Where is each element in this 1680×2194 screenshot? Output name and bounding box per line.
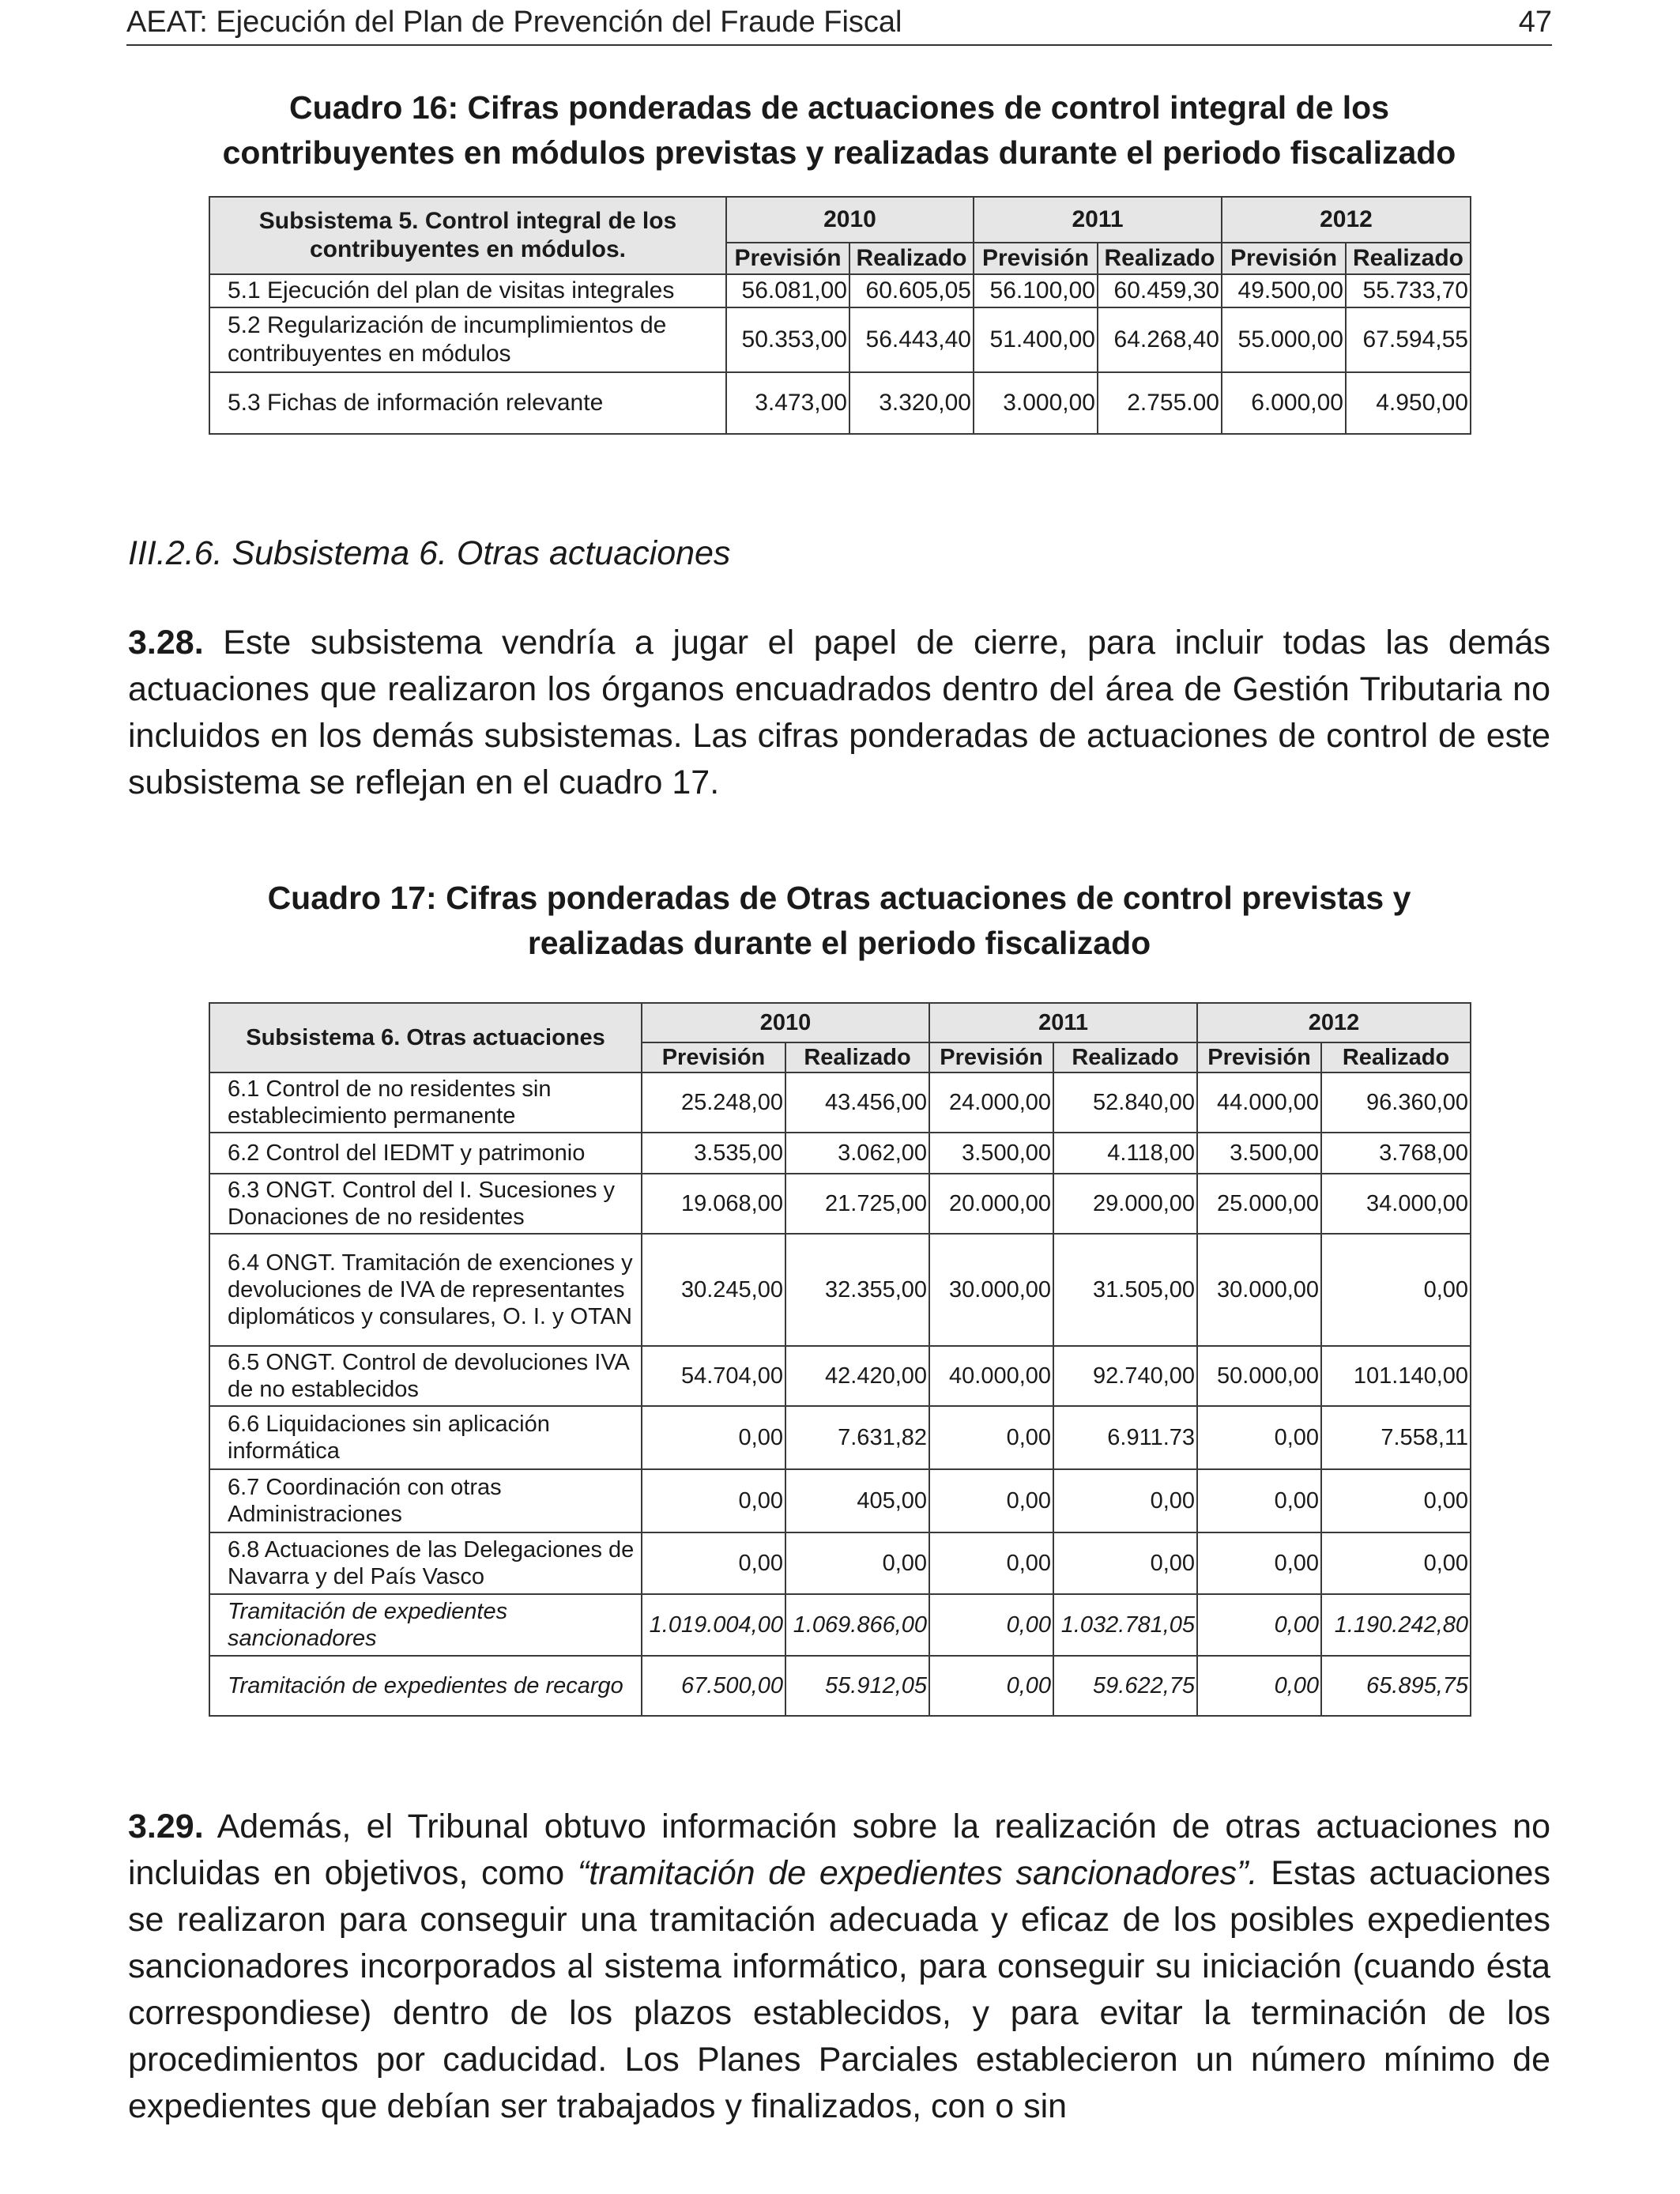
row-label: 6.2 Control del IEDMT y patrimonio <box>209 1133 642 1174</box>
cell-value: 25.000,00 <box>1197 1174 1321 1234</box>
cell-value: 50.000,00 <box>1197 1346 1321 1406</box>
cell-value: 3.768,00 <box>1321 1133 1471 1174</box>
cell-value: 44.000,00 <box>1197 1072 1321 1133</box>
cell-value: 7.558,11 <box>1321 1406 1471 1469</box>
cell-value: 0,00 <box>1197 1594 1321 1656</box>
cell-value: 25.248,00 <box>642 1072 785 1133</box>
table-row <box>209 1532 1471 1594</box>
cell-value: 1.190.242,80 <box>1321 1594 1471 1656</box>
paragraph-text: Estas actuaciones se realizaron para conseguir una tramitación adecuada y eficaz de los posibles expedientes sancionadores incorporados al sistema informático, para conseguir su iniciación (cuando ésta correspondiese) dentro de los plazos establecidos, y para evitar la terminación de los procedimientos por caducidad. Los Planes Parciales establecieron un número mínimo de expedientes que debían ser trabajados y finalizados, con o sin <box>128 1854 1550 2125</box>
cell-value: 32.355,00 <box>785 1234 929 1346</box>
table-row <box>209 1469 1471 1532</box>
table-row <box>209 1072 1471 1133</box>
cell-value: 3.535,00 <box>642 1133 785 1174</box>
cell-value: 7.631,82 <box>785 1406 929 1469</box>
cell-value: 3.000,00 <box>974 372 1098 434</box>
paragraph-number: 3.28. <box>128 624 204 662</box>
cell-value: 0,00 <box>1197 1406 1321 1469</box>
cell-value: 67.500,00 <box>642 1656 785 1716</box>
table-row <box>209 1234 1471 1346</box>
row-label: 6.3 ONGT. Control del I. Sucesiones y Donaciones de no residentes <box>209 1174 642 1234</box>
cell-value: 96.360,00 <box>1321 1072 1471 1133</box>
cell-value: 24.000,00 <box>929 1072 1053 1133</box>
cell-value: 0,00 <box>1197 1469 1321 1532</box>
cuadro17-subheader: Previsión <box>929 1042 1053 1072</box>
cuadro17-caption <box>126 876 1552 966</box>
cell-value: 30.000,00 <box>1197 1234 1321 1346</box>
cell-value: 49.500,00 <box>1222 274 1346 307</box>
cell-value: 40.000,00 <box>929 1346 1053 1406</box>
cell-value: 0,00 <box>1321 1469 1471 1532</box>
cell-value: 34.000,00 <box>1321 1174 1471 1234</box>
cuadro17-corner-header: Subsistema 6. Otras actuaciones <box>209 1003 642 1072</box>
cell-value: 405,00 <box>785 1469 929 1532</box>
cell-value: 3.500,00 <box>929 1133 1053 1174</box>
table-row <box>209 1406 1471 1469</box>
row-label: 6.1 Control de no residentes sin establecimiento permanente <box>209 1072 642 1133</box>
row-label: 5.3 Fichas de información relevante <box>209 372 726 434</box>
cell-value: 0,00 <box>929 1594 1053 1656</box>
row-label: 6.8 Actuaciones de las Delegaciones de Navarra y del País Vasco <box>209 1532 642 1594</box>
row-label: Tramitación de expedientes sancionadores <box>209 1594 642 1656</box>
paragraph-text: Además, el Tribunal obtuvo información sobre la realización de otras actuaciones no incluidas en objetivos, como <box>128 1808 1550 1892</box>
paragraph-text: Este subsistema vendría a jugar el papel de cierre, para incluir todas las demás actuaciones que realizaron los órganos encuadrados dentro del área de Gestión Tributaria no incluidos en los demás subsistemas. Las cifras ponderadas de actuaciones de control de este subsistema se reflejan en el cuadro 17. <box>128 624 1550 801</box>
cuadro17-subheader: Previsión <box>1197 1042 1321 1072</box>
cell-value: 56.081,00 <box>726 274 849 307</box>
cuadro16-subheader: Previsión <box>974 243 1098 274</box>
cuadro17-year-header: 2012 <box>1197 1003 1471 1042</box>
cuadro17-subheader: Realizado <box>1321 1042 1471 1072</box>
row-label: 5.1 Ejecución del plan de visitas integrales <box>209 274 726 307</box>
cell-value: 0,00 <box>1321 1234 1471 1346</box>
page-number: 47 <box>1518 5 1552 39</box>
cuadro16-subheader: Realizado <box>1098 243 1222 274</box>
cuadro17-caption-line1: Cuadro 17: Cifras ponderadas de Otras actuaciones de control previstas y <box>267 880 1411 916</box>
cell-value: 0,00 <box>1197 1656 1321 1716</box>
cuadro17-table <box>209 1002 1471 1717</box>
cell-value: 54.704,00 <box>642 1346 785 1406</box>
cuadro16-year-header: 2010 <box>726 197 974 243</box>
paragraph-3-29 <box>128 1804 1550 2130</box>
row-label: 5.2 Regularización de incumplimientos de contribuyentes en módulos <box>209 307 726 372</box>
cuadro16-caption-line1: Cuadro 16: Cifras ponderadas de actuaciones de control integral de los <box>288 89 1390 126</box>
row-label: 6.5 ONGT. Control de devoluciones IVA de no establecidos <box>209 1346 642 1406</box>
cuadro16-year-header: 2011 <box>974 197 1222 243</box>
cuadro16-subheader: Previsión <box>1222 243 1346 274</box>
cell-value: 1.069.866,00 <box>785 1594 929 1656</box>
cell-value: 0,00 <box>1053 1532 1197 1594</box>
cell-value: 29.000,00 <box>1053 1174 1197 1234</box>
row-label: 6.4 ONGT. Tramitación de exenciones y devoluciones de IVA de representantes diplomáticos y consulares, O. I. y OTAN <box>209 1234 642 1346</box>
cell-value: 4.950,00 <box>1346 372 1471 434</box>
cell-value: 64.268,40 <box>1098 307 1222 372</box>
cell-value: 19.068,00 <box>642 1174 785 1234</box>
cell-value: 0,00 <box>1197 1532 1321 1594</box>
cuadro16-subheader: Realizado <box>849 243 974 274</box>
cuadro16-caption <box>126 85 1552 175</box>
cuadro16-corner-header: Subsistema 5. Control integral de los contribuyentes en módulos. <box>209 197 726 274</box>
cell-value: 101.140,00 <box>1321 1346 1471 1406</box>
cell-value: 3.473,00 <box>726 372 849 434</box>
paragraph-number: 3.29. <box>128 1808 204 1845</box>
cell-value: 1.019.004,00 <box>642 1594 785 1656</box>
cell-value: 51.400,00 <box>974 307 1098 372</box>
row-label: 6.7 Coordinación con otras Administraciones <box>209 1469 642 1532</box>
cuadro17-caption-line2: realizadas durante el periodo fiscalizado <box>527 925 1151 961</box>
cell-value: 56.443,40 <box>849 307 974 372</box>
cell-value: 3.320,00 <box>849 372 974 434</box>
cell-value: 0,00 <box>929 1469 1053 1532</box>
row-label: 6.6 Liquidaciones sin aplicación informática <box>209 1406 642 1469</box>
cell-value: 67.594,55 <box>1346 307 1471 372</box>
table-row <box>209 1174 1471 1234</box>
cell-value: 3.500,00 <box>1197 1133 1321 1174</box>
cell-value: 59.622,75 <box>1053 1656 1197 1716</box>
cell-value: 3.062,00 <box>785 1133 929 1174</box>
cell-value: 0,00 <box>642 1469 785 1532</box>
cell-value: 60.459,30 <box>1098 274 1222 307</box>
section-heading: III.2.6. Subsistema 6. Otras actuaciones <box>128 534 731 572</box>
paragraph-italic-text: “tramitación de expedientes sancionadores”. <box>577 1854 1258 1892</box>
cuadro16-year-header: 2012 <box>1222 197 1471 243</box>
row-label: Tramitación de expedientes de recargo <box>209 1656 642 1716</box>
cell-value: 0,00 <box>929 1406 1053 1469</box>
cell-value: 0,00 <box>642 1406 785 1469</box>
cell-value: 0,00 <box>1321 1532 1471 1594</box>
cell-value: 42.420,00 <box>785 1346 929 1406</box>
cell-value: 21.725,00 <box>785 1174 929 1234</box>
cell-value: 55.912,05 <box>785 1656 929 1716</box>
cell-value: 65.895,75 <box>1321 1656 1471 1716</box>
table-row <box>209 307 1471 372</box>
cell-value: 20.000,00 <box>929 1174 1053 1234</box>
cell-value: 6.911.73 <box>1053 1406 1197 1469</box>
cell-value: 6.000,00 <box>1222 372 1346 434</box>
paragraph-3-28 <box>128 620 1550 806</box>
cuadro17-year-header: 2010 <box>642 1003 929 1042</box>
cuadro16-caption-line2: contribuyentes en módulos previstas y realizadas durante el periodo fiscalizado <box>222 134 1456 171</box>
cell-value: 55.733,70 <box>1346 274 1471 307</box>
cell-value: 30.000,00 <box>929 1234 1053 1346</box>
document-title: AEAT: Ejecución del Plan de Prevención del Fraude Fiscal <box>126 5 902 39</box>
cell-value: 0,00 <box>1053 1469 1197 1532</box>
cuadro16-subheader: Realizado <box>1346 243 1471 274</box>
cuadro16-subheader: Previsión <box>726 243 849 274</box>
cell-value: 43.456,00 <box>785 1072 929 1133</box>
cell-value: 52.840,00 <box>1053 1072 1197 1133</box>
cell-value: 1.032.781,05 <box>1053 1594 1197 1656</box>
cell-value: 30.245,00 <box>642 1234 785 1346</box>
cuadro17-subheader: Realizado <box>1053 1042 1197 1072</box>
cuadro17-year-header: 2011 <box>929 1003 1197 1042</box>
table-row <box>209 1594 1471 1656</box>
cell-value: 4.118,00 <box>1053 1133 1197 1174</box>
cuadro17-subheader: Realizado <box>785 1042 929 1072</box>
cuadro16-table <box>209 196 1471 435</box>
table-row <box>209 1656 1471 1716</box>
table-row <box>209 372 1471 434</box>
cuadro17-subheader: Previsión <box>642 1042 785 1072</box>
cell-value: 31.505,00 <box>1053 1234 1197 1346</box>
cell-value: 56.100,00 <box>974 274 1098 307</box>
cell-value: 50.353,00 <box>726 307 849 372</box>
cell-value: 0,00 <box>929 1656 1053 1716</box>
table-row <box>209 1346 1471 1406</box>
cell-value: 92.740,00 <box>1053 1346 1197 1406</box>
table-row <box>209 1133 1471 1174</box>
cell-value: 2.755.00 <box>1098 372 1222 434</box>
cell-value: 0,00 <box>642 1532 785 1594</box>
cell-value: 0,00 <box>929 1532 1053 1594</box>
page-header <box>126 0 1552 46</box>
cell-value: 0,00 <box>785 1532 929 1594</box>
cell-value: 55.000,00 <box>1222 307 1346 372</box>
cell-value: 60.605,05 <box>849 274 974 307</box>
table-row <box>209 274 1471 307</box>
